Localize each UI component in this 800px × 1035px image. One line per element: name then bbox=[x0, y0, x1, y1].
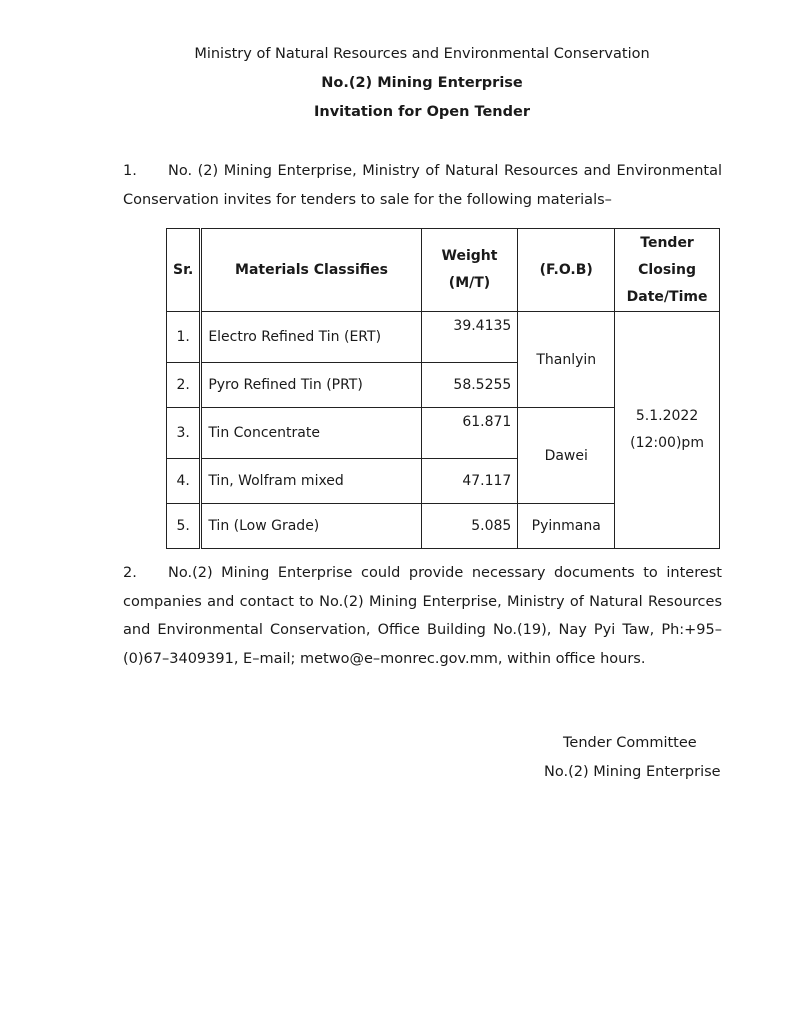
row-weight: 47.117 bbox=[421, 459, 518, 504]
row-weight: 5.085 bbox=[421, 504, 518, 549]
row-sr: 5. bbox=[167, 504, 201, 549]
fob-location: Thanlyin bbox=[518, 312, 615, 408]
signature-committee: Tender Committee bbox=[563, 735, 697, 751]
row-weight: 58.5255 bbox=[421, 363, 518, 408]
fob-location: Dawei bbox=[518, 408, 615, 504]
closing-date: 5.1.2022 bbox=[635, 408, 699, 424]
paragraph-2 bbox=[123, 559, 722, 673]
enterprise-heading: No.(2) Mining Enterprise bbox=[321, 75, 523, 91]
paragraph-1 bbox=[123, 157, 722, 214]
fob-location: Pyinmana bbox=[518, 504, 615, 549]
tender-table bbox=[166, 228, 720, 549]
paragraph-2-text: No.(2) Mining Enterprise could provide necessary documents to interest companies and contact to No.(2) Mining Enterprise, Ministry of Natural Resources and Environmental Conservation, Office Building No.(19), Nay Pyi Taw, Ph:+95–(0)67–3409391, E–mail; metwo@e–monrec.gov.mm, within office hours. bbox=[123, 565, 722, 667]
closing-datetime bbox=[615, 312, 720, 549]
table-row bbox=[167, 312, 720, 363]
row-material: Tin, Wolfram mixed bbox=[201, 459, 421, 504]
paragraph-1-number: 1. bbox=[123, 163, 137, 179]
signature-enterprise: No.(2) Mining Enterprise bbox=[544, 764, 721, 780]
row-material: Tin (Low Grade) bbox=[201, 504, 421, 549]
row-material: Pyro Refined Tin (PRT) bbox=[201, 363, 421, 408]
header-sr: Sr. bbox=[167, 229, 201, 312]
header-fob: (F.O.B) bbox=[518, 229, 615, 312]
ministry-heading: Ministry of Natural Resources and Environmental Conservation bbox=[194, 46, 650, 62]
document-title: Invitation for Open Tender bbox=[314, 104, 530, 120]
header-weight: Weight (M/T) bbox=[421, 229, 518, 312]
header-closing: Tender Closing Date/Time bbox=[615, 229, 720, 312]
row-sr: 2. bbox=[167, 363, 201, 408]
row-material: Electro Refined Tin (ERT) bbox=[201, 312, 421, 363]
row-weight: 39.4135 bbox=[421, 312, 518, 363]
table-header-row bbox=[167, 229, 720, 312]
paragraph-2-number: 2. bbox=[123, 565, 137, 581]
header-material: Materials Classifies bbox=[201, 229, 421, 312]
row-sr: 1. bbox=[167, 312, 201, 363]
closing-time: (12:00)pm bbox=[630, 435, 704, 451]
paragraph-1-text: No. (2) Mining Enterprise, Ministry of Natural Resources and Environmental Conservation invites for tenders to sale for the following materials– bbox=[123, 163, 722, 208]
row-sr: 4. bbox=[167, 459, 201, 504]
row-weight: 61.871 bbox=[421, 408, 518, 459]
row-sr: 3. bbox=[167, 408, 201, 459]
row-material: Tin Concentrate bbox=[201, 408, 421, 459]
